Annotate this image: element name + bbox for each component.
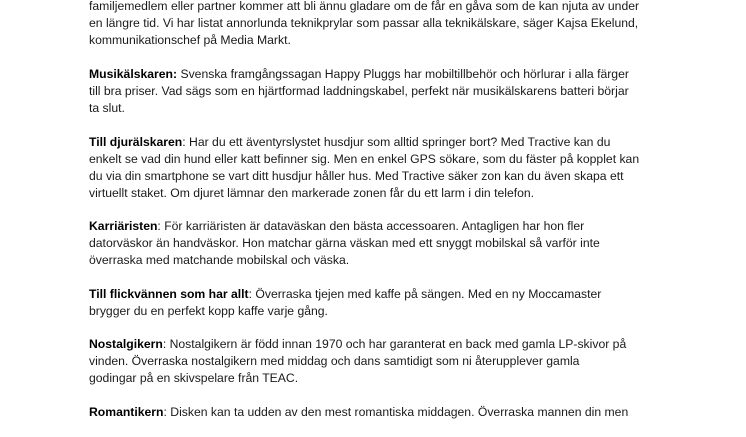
section-heading: Musikälskaren: (89, 67, 178, 81)
section-djuralskaren (89, 134, 689, 202)
intro-line: kommunikationschef på Media Markt. (89, 33, 291, 47)
section-musikalskaren (89, 66, 689, 117)
section-heading: Karriäristen (89, 219, 158, 233)
section-heading: Till djurälskaren (89, 134, 183, 149)
section-line: du via din smartphone se vart ditt husdjur håller hus. Med Tractive säker zon kan du även skapa ett (89, 168, 624, 183)
section-line: till bra priser. Vad sägs som en hjärtformad laddningskabel, perfekt när musikälskarens batteri börjar (89, 84, 629, 98)
section-line: : Disken kan ta udden av den mest romantiska middagen. Överraska mannen din men (163, 404, 629, 419)
section-heading: Romantikern (89, 404, 164, 419)
section-line: överraska med matchande mobilskal och väska. (89, 253, 350, 267)
intro-line: en längre tid. Vi har listat annorlunda teknikprylar som passar alla teknikälskare, säger Kajsa Ekelund, (89, 16, 639, 30)
section-karriaristen (89, 218, 689, 269)
section-nostalgikern (89, 336, 689, 387)
section-line: : Har du ett äventyrslystet husdjur som alltid springer bort? Med Tractive kan du (182, 134, 611, 149)
section-line: : För karriäristen är dataväskan den bästa accessoaren. Antagligen har hon fler (157, 219, 585, 233)
section-romantikern (89, 404, 689, 421)
section-line: godingar på en skivspelare från TEAC. (89, 371, 299, 385)
section-line: vinden. Överraska nostalgikern med middag och dans samtidigt som ni återupplever gamla (89, 354, 580, 368)
section-line: : Nostalgikern är född innan 1970 och har garanterat en back med gamla LP-skivor på (162, 337, 627, 351)
section-heading: Nostalgikern (89, 337, 163, 351)
section-line: : Överraska tjejen med kaffe på sängen. Med en ny Moccamaster (248, 286, 602, 301)
intro-paragraph (89, 0, 689, 49)
document-page (89, 0, 689, 437)
section-flickvannen (89, 286, 689, 320)
section-line: brygger du en perfekt kopp kaffe varje gång. (89, 303, 328, 318)
intro-line: familjemedlem eller partner kommer att bli ännu gladare om de får en gåva som de kan njuta av under (89, 0, 640, 13)
section-line: ta slut. (89, 101, 125, 115)
section-line: virtuellt staket. Om djuret lämnar den markerade zonen får du ett larm i din telefon. (89, 185, 535, 200)
section-line: datorväskor än handväskor. Hon matchar gärna väskan med ett snyggt mobilskal så varför inte (89, 236, 600, 250)
section-line: Svenska framgångssagan Happy Pluggs har mobiltillbehör och hörlurar i alla färger (177, 67, 629, 81)
section-heading: Till flickvännen som har allt (89, 286, 249, 301)
section-line: enkelt se vad din hund eller katt befinner sig. Men en enkel GPS sökare, som du fäster på kopplet kan (89, 151, 640, 166)
